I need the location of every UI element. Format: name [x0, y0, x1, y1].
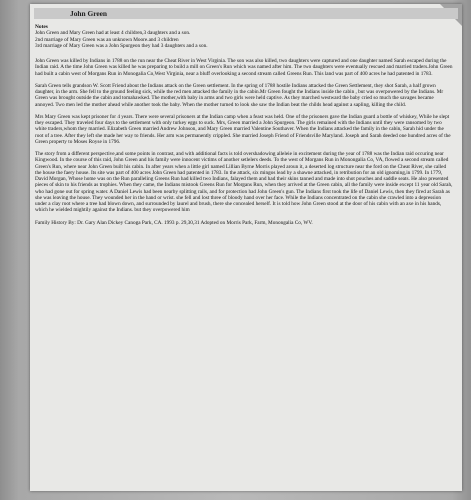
paragraph-different-perspective: The story from a different perspective,and some points in contrast, and with additional facts is told overshadowing alleleie in excitement during the year of 1788 was the Indian raid occuring near Kingwood. In the course of this raid, John Green and his family were innocent victims of another setlelers deeds. To the west of Morgans Run in Monongalia Co, VA, flowed a second stream called Green's Run, where near John Green built his cabin. In after years when a little girl named Lillian Byrne Morris played aroun it, a deserted log structure near the ford on the Cheat River, she called the house the faery house. Its site was part of 400 acres John Green had patented in 1783. In the attack, six mingos lead by a shawne attacked, in retribution for an old ignoming,in 1799. In 1779, David Morgan, Whose home was on the Run paralleling Greens Run had killed two Indians, falayed them and had their skins tanned and made into shot pouches and saddle seats. He also presented pieces of skin to his friends as trophies. When they came, the Indians mistook Greens Run for Morgans Run, when they arrived at the Green cabin, all the family were inside except 11 year old Sarah, who had gone out for spring water. A Daniel Lewis had been nearby splitting rails, and for protection had John Green's gun. The Indians first took the life of Daniel Lewis, then they fired at Sarah as she was leaving the house. They wounded her in the hand or wrist. she fell and lost three of bloody hand over her face. While the Indians concentrated on the cabin she crawled into a depression under a clay root where a tree had blown down, and surrounded by laurel and brush, there she concealed herself. It is told how John Green stood at the door of his cabin with an axe in his hands, which he wielded mightily against the Indians. but they overpowered him [35, 151, 453, 214]
notes-line: 3rd marriage of Mary Green was a John Spurgeon they had 3 daughters and a son. [35, 42, 208, 49]
paragraph-mary-prisoner: Mrs Mary Green was kept prisoner for 4 years. There were several prisoners at the Indian camp when a feast was held. One of the prisoners gave the Indian guard a bottle of whiskey, While he slept they escaped. They traveled four days to the settlement with only turkey eggs to suck. Mrs, Green married a John Spurgeon. The girls remained with the Indians until they were ransomed by two white traders,whom they married. Elizabeth Green married Andrew Johnson, and Mary Green married Valentine Southaver. When the Indians attacked the family in the cabin, Sarah hid under the root of a tree. After they left she made her way to friends. Her arm was permanently crippled. She married Joseph Friend of Friendsville Maryland. Joseph and Sarah deeded one hundred acres of the Green property to Moses Royse in 1796. [35, 113, 451, 145]
title-bar [34, 8, 458, 19]
document-page [30, 4, 462, 491]
notes-heading: Notes [35, 24, 48, 30]
paragraph-sarah-account: Sarah Green tells grandson W. Scott Friend about the Indians attack on the Green settlement. In the spring of 1788 hostile Indians attacked the Green Settlement, they shot Sarah, a half grown daughter, in the arm. She fell to the ground feeling sick, while the red men attacked the family in the cabin.Mr Green fought the Indians inside the cabin , but was overpowered by the Indians. Mr Green was brought outside the cabin and tomahawked. The mother,with baby in arms and two girls were held captive. As they marched westward the baby cried so much the savages became annoyed. Two men led the mother ahead while another took the baby. When the mother turned to look she saw the Indian beat the childs head against a sapling, killing the child. [35, 82, 444, 108]
paragraph-killed-by-indians: John Green was killed by Indians in 1788 on the run near the Cheat River in West Virginia. The son was also killed, two daughters were captured and one daughter named Sarah escaped during the Indian raid. A the time John Green was killed he was preparing to build a mill on Green's Run which was named after him. The two daughters were eventually rescued and married traders.John Green had built a cabin west of Morgans Run in Monogalia Co,West Virginia, near a bluff overlooking a second stream called Greens Run. This land was part of 400 acres he had patented in 1783. [35, 58, 453, 77]
document-body [35, 24, 453, 232]
notes-line: John Green and Mary Green had at least 4 children,3 daughters and a son. [35, 30, 191, 37]
notes-line: 2nd marriage of Mary Green was an unknown Moore.and 3 children [35, 36, 179, 43]
notes-section [35, 24, 453, 49]
source-citation: Family History By: Dr. Gary Alan Dickey Canoga Park, CA. 1993 p. 29,30,31 Adopted on Morris Park, Farm, Monongalia Co, WV. [35, 219, 313, 226]
document-title: John Green [70, 9, 108, 18]
